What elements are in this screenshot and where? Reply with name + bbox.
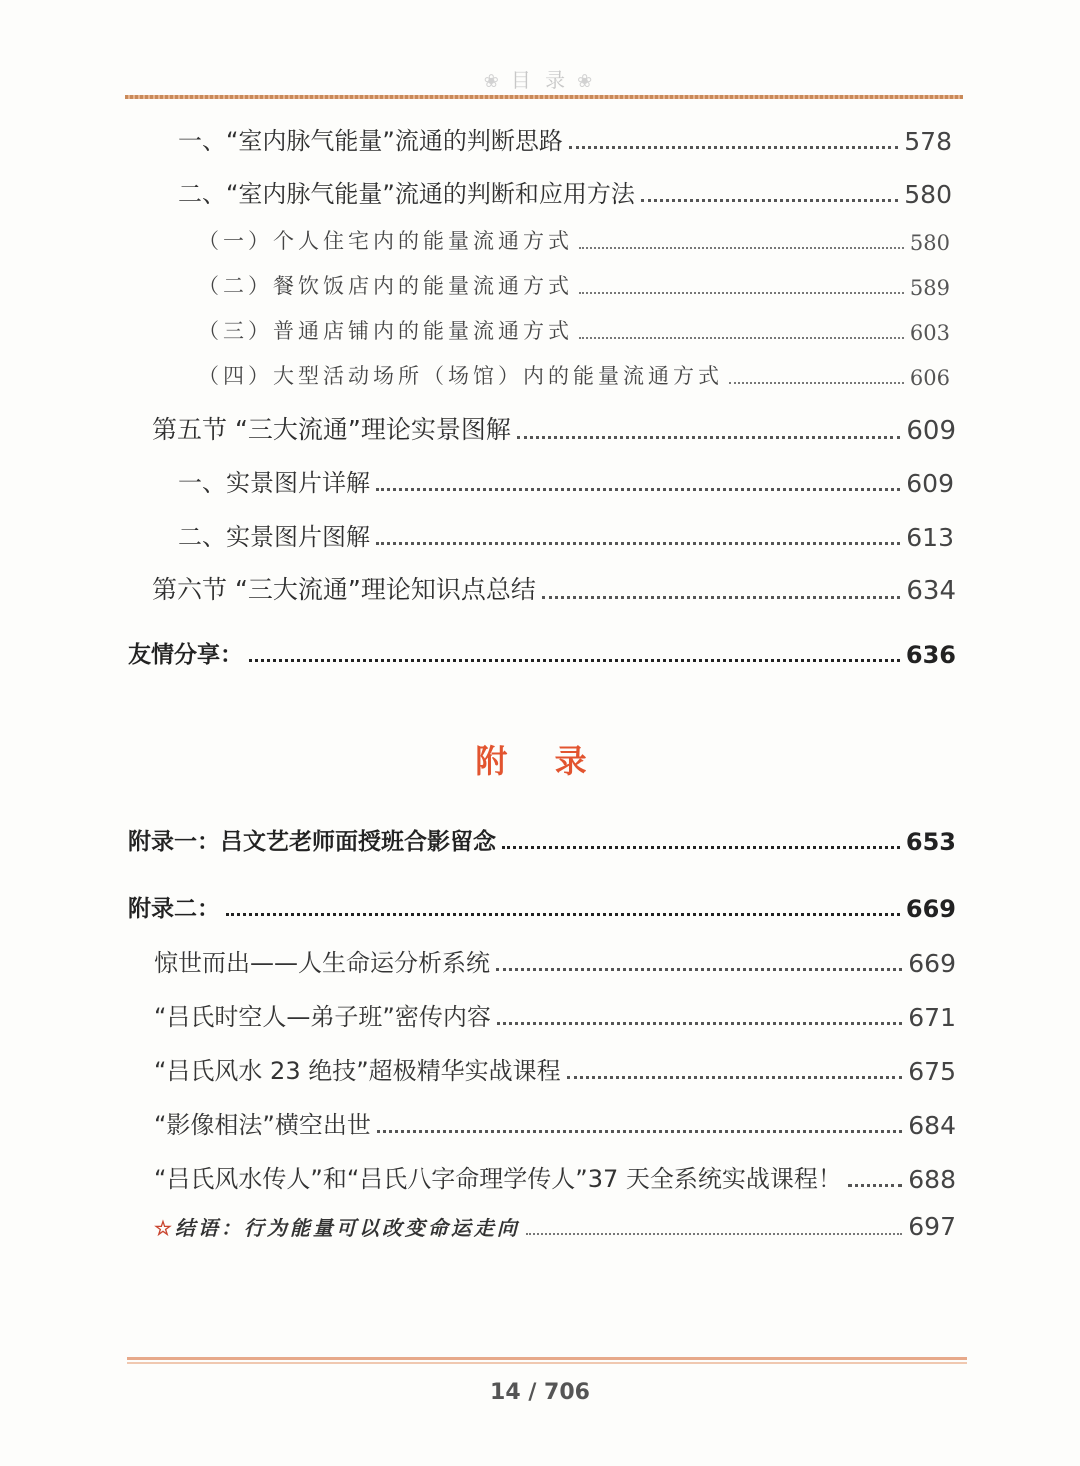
appendix-entry-title: “吕氏时空人—弟子班”密传内容 [154, 1003, 491, 1031]
toc-entry-page: 609 [906, 469, 954, 498]
toc-leader [542, 596, 901, 599]
appendix-entry-page: 671 [908, 1003, 956, 1032]
toc-entry[interactable] [198, 360, 950, 390]
footer-divider [127, 1362, 967, 1364]
toc-entry-page: 606 [909, 366, 950, 390]
toc-entry-title: 第五节 “三大流通”理论实景图解 [152, 415, 511, 444]
toc-entry[interactable] [128, 636, 956, 669]
toc-leader [377, 1130, 902, 1133]
toc-leader [249, 659, 900, 662]
toc-entry-title: （四）大型活动场所（场馆）内的能量流通方式 [198, 364, 723, 388]
appendix-entry-page: 697 [908, 1212, 956, 1241]
toc-entry-page: 634 [906, 576, 956, 606]
toc-leader [729, 382, 904, 384]
toc-entry-title: （三）普通店铺内的能量流通方式 [198, 319, 573, 343]
toc-leader [526, 1233, 902, 1235]
toc-leader [376, 488, 900, 491]
appendix-entry-title: 附录一：吕文艺老师面授班合影留念 [128, 829, 496, 855]
appendix-entry-title: 结语：行为能量可以改变命运走向 [174, 1216, 520, 1240]
toc-entry-page: 609 [906, 416, 956, 446]
appendix-entry[interactable] [154, 1051, 956, 1086]
toc-entry-title: （二）餐饮饭店内的能量流通方式 [198, 274, 573, 298]
toc-leader [848, 1184, 902, 1187]
appendix-entry-title: 惊世而出——人生命运分析系统 [154, 949, 490, 977]
appendix-entry[interactable] [128, 890, 956, 923]
appendix-entry[interactable] [154, 1159, 956, 1194]
flower-ornament-icon: ❀ [483, 71, 503, 92]
toc-entry[interactable] [198, 315, 950, 345]
toc-entry[interactable] [178, 174, 952, 209]
toc-leader [502, 846, 900, 849]
appendix-entry-page: 669 [908, 949, 956, 978]
toc-entry-page: 580 [909, 231, 950, 255]
toc-entry-title: 第六节 “三大流通”理论知识点总结 [152, 575, 536, 604]
appendix-entry[interactable] [154, 997, 956, 1032]
toc-entry[interactable] [178, 121, 952, 156]
toc-leader [497, 1022, 902, 1025]
toc-entry[interactable] [198, 225, 950, 255]
page-indicator: 14 / 706 [490, 1380, 590, 1405]
toc-entry-title: 二、“室内脉气能量”流通的判断和应用方法 [178, 180, 635, 208]
toc-entry-page: 613 [906, 523, 954, 552]
toc-entry-page: 636 [905, 641, 956, 669]
toc-leader [376, 542, 900, 545]
header-title: 目 录 [510, 68, 570, 92]
toc-entry-page: 589 [909, 276, 950, 300]
toc-entry-page: 603 [909, 321, 950, 345]
toc-entry[interactable] [152, 570, 956, 606]
appendix-entry[interactable] [154, 1105, 956, 1140]
toc-leader [579, 247, 904, 249]
toc-leader [496, 968, 902, 971]
star-icon: ☆ [154, 1216, 175, 1240]
appendix-entry-title: “影像相法”横空出世 [154, 1111, 371, 1139]
toc-leader [226, 913, 900, 916]
toc-entry-title: 二、实景图片图解 [178, 523, 370, 551]
toc-leader [579, 337, 904, 339]
appendix-entry-page: 669 [905, 895, 956, 923]
header-divider [125, 95, 963, 99]
toc-entry-title: （一）个人住宅内的能量流通方式 [198, 229, 573, 253]
appendix-entry-page: 653 [905, 828, 956, 856]
toc-entry[interactable] [198, 270, 950, 300]
toc-entry-page: 578 [904, 127, 952, 156]
appendix-entry-page: 675 [908, 1057, 956, 1086]
toc-entry[interactable] [178, 463, 954, 498]
toc-entry[interactable] [178, 517, 954, 552]
footer-divider [127, 1357, 967, 1360]
toc-entry-page: 580 [904, 180, 952, 209]
toc-leader [641, 199, 898, 202]
toc-entry-title: 友情分享： [128, 642, 243, 668]
appendix-entry-title: “吕氏风水 23 绝技”超极精华实战课程 [154, 1057, 561, 1085]
appendix-entry-title: “吕氏风水传人”和“吕氏八字命理学传人”37 天全系统实战课程！ [154, 1165, 842, 1193]
appendix-entry[interactable] [128, 823, 956, 856]
appendix-entry[interactable] [154, 1212, 956, 1241]
appendix-entry-title: 附录二： [128, 896, 220, 922]
appendix-entry-page: 688 [908, 1165, 956, 1194]
toc-leader [567, 1076, 903, 1079]
toc-entry-title: 一、实景图片详解 [178, 469, 370, 497]
toc-entry-title: 一、“室内脉气能量”流通的判断思路 [178, 127, 563, 155]
page-header [0, 64, 1080, 93]
toc-entry[interactable] [152, 410, 956, 446]
toc-leader [569, 146, 898, 149]
toc-leader [517, 436, 901, 439]
appendix-entry-page: 684 [908, 1111, 956, 1140]
toc-leader [579, 292, 904, 294]
appendix-entry[interactable] [154, 943, 956, 978]
appendix-heading: 附 录 [475, 742, 605, 780]
flower-ornament-icon: ❀ [577, 71, 597, 92]
